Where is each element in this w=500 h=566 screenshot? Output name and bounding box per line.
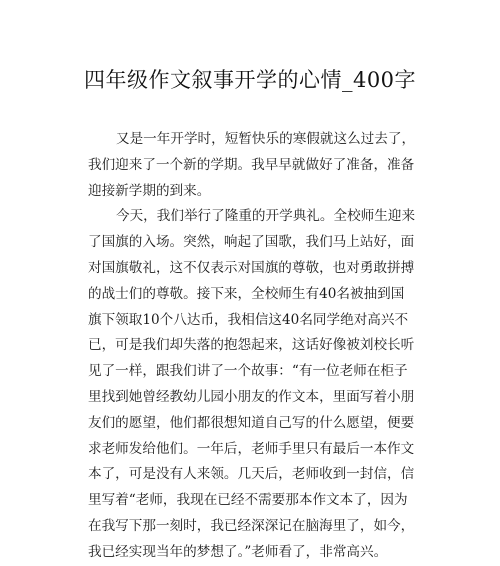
text-line: 旗下领取10个八达币，我相信这40名同学绝对高兴不 xyxy=(88,311,409,328)
text-line: 里写着“老师，我现在已经不需要那本作文本了，因为 xyxy=(88,492,408,509)
text-line: 我已经实现当年的梦想了。”老师看了，非常高兴。 xyxy=(88,543,388,560)
text-line: 已，可是我们却失落的抱怨起来，这话好像被刘校长听 xyxy=(88,337,415,354)
text-line: 里找到她曾经教幼儿园小朋友的作文本，里面写着小朋 xyxy=(88,388,415,405)
text-line: 的战士们的尊敬。接下来，全校师生有40名被抽到国 xyxy=(88,285,405,302)
text-line: 求老师发给他们。一年后，老师手里只有最后一本作文 xyxy=(88,440,415,457)
text-line: 了国旗的入场。突然，响起了国歌，我们马上站好，面 xyxy=(88,234,415,251)
text-line: 我们迎来了一个新的学期。我早早就做好了准备，准备 xyxy=(88,156,415,173)
text-line: 迎接新学期的到来。 xyxy=(88,182,211,199)
text-line: 见了一样，跟我们讲了一个故事：“有一位老师在柜子 xyxy=(88,363,408,380)
text-line: 今天，我们举行了隆重的开学典礼。全校师生迎来 xyxy=(116,208,416,225)
text-line: 友们的愿望，他们都很想知道自己写的什么愿望，便要 xyxy=(88,414,415,431)
text-line: 对国旗敬礼，这不仅表示对国旗的尊敬，也对勇敢拼搏 xyxy=(88,259,415,276)
text-line: 在我写下那一刻时，我已经深深记在脑海里了，如今， xyxy=(88,517,415,534)
document-body xyxy=(88,127,418,566)
text-line: 本了，可是没有人来领。几天后，老师收到一封信，信 xyxy=(88,466,415,483)
document-title: 四年级作文叙事开学的心情_400字 xyxy=(83,68,417,92)
text-line: 又是一年开学时，短暂快乐的寒假就这么过去了， xyxy=(116,131,416,147)
